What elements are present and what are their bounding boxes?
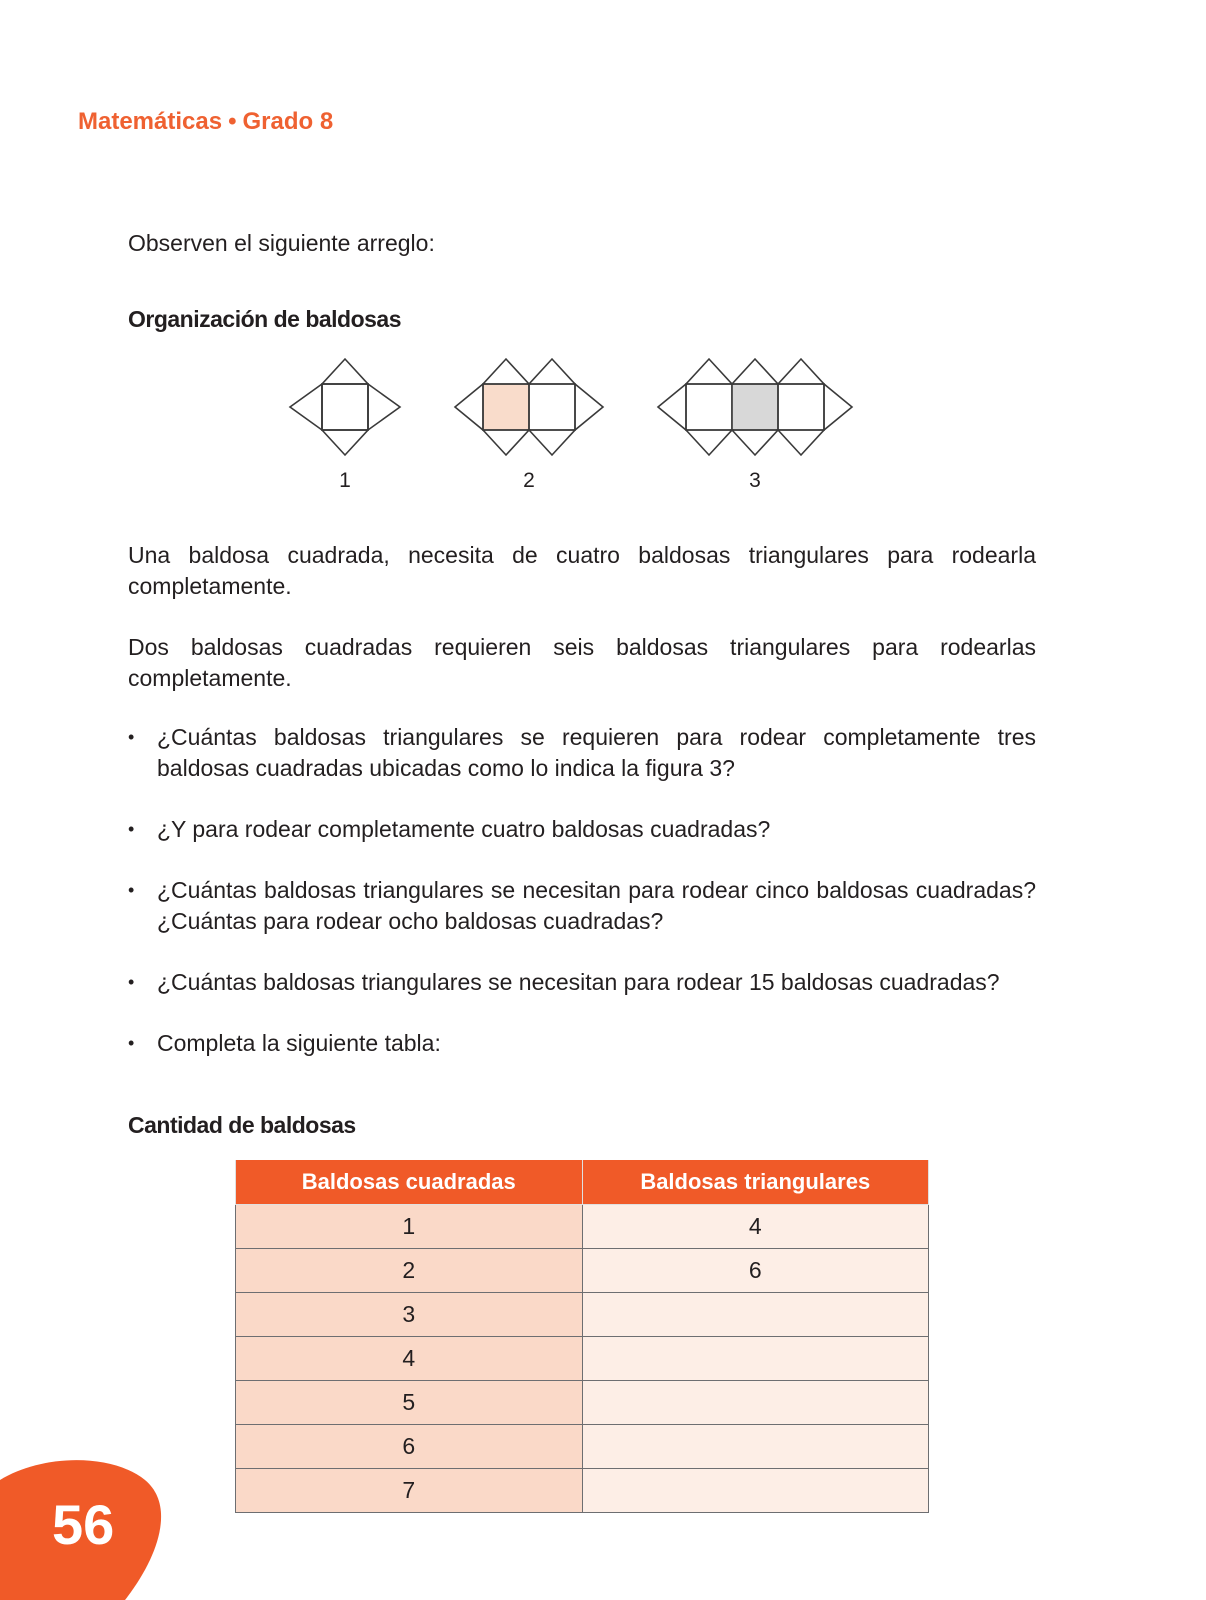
triangle-tile [322,359,368,384]
triangle-tile [658,384,686,430]
question-text: ¿Cuántas baldosas triangulares se necesitan para rodear cinco baldosas cuadradas? ¿Cuántas para rodear ocho baldosas cuadradas? [157,877,1036,934]
tiles-table [235,1160,929,1513]
triangle-tile [529,430,575,455]
cell-square-count: 7 [236,1469,583,1513]
figure-label-1: 1 [339,469,351,492]
figure-label-3: 3 [749,469,761,492]
header-separator: • [228,108,237,135]
triangle-tile [529,359,575,384]
square-tile [686,384,732,430]
bullet-icon: • [128,880,135,900]
cell-triangle-count[interactable] [582,1337,929,1381]
question-text: ¿Y para rodear completamente cuatro baldosas cuadradas? [157,816,771,842]
square-tile-highlighted [483,384,529,430]
figure-3 [658,359,852,455]
cell-triangle-count[interactable] [582,1381,929,1425]
table-row [236,1249,929,1293]
column-header-square: Baldosas cuadradas [236,1160,583,1205]
bullet-icon: • [128,819,135,839]
triangle-tile [575,384,603,430]
table-row [236,1205,929,1249]
triangle-tile [686,430,732,455]
header-grade: Grado 8 [242,108,334,135]
question-item [128,1028,1036,1059]
triangle-tile [732,430,778,455]
question-item [128,875,1036,937]
square-tile [322,384,368,430]
table-header-row [236,1160,929,1205]
cell-square-count: 2 [236,1249,583,1293]
tile-figures [0,355,1206,495]
page-number: 56 [52,1493,115,1556]
triangle-tile [455,384,483,430]
triangle-tile [322,430,368,455]
square-tile [778,384,824,430]
square-tile [529,384,575,430]
triangle-tile [778,359,824,384]
triangle-tile [483,359,529,384]
table-row [236,1425,929,1469]
section-title-cantidad: Cantidad de baldosas [128,1112,356,1138]
bullet-icon: • [128,727,135,747]
cell-triangle-count[interactable] [582,1469,929,1513]
question-item [128,814,1036,845]
cell-triangle-count[interactable] [582,1425,929,1469]
cell-triangle-count[interactable]: 4 [582,1205,929,1249]
cell-square-count: 3 [236,1293,583,1337]
cell-square-count: 1 [236,1205,583,1249]
square-tile-highlighted [732,384,778,430]
paragraph-one-square: Una baldosa cuadrada, necesita de cuatro baldosas triangulares para rodearla completamente. [128,542,1036,599]
figure-2 [455,359,603,455]
question-text: ¿Cuántas baldosas triangulares se requieren para rodear completamente tres baldosas cuadradas ubicadas como lo indica la figura 3? [157,724,1036,781]
column-header-triangular: Baldosas triangulares [582,1160,929,1205]
section-title-organizacion: Organización de baldosas [128,306,402,332]
cell-square-count: 5 [236,1381,583,1425]
figure-1 [290,359,400,455]
table-row [236,1337,929,1381]
triangle-tile [686,359,732,384]
bullet-icon: • [128,1033,135,1053]
question-item [128,722,1036,784]
intro-text: Observen el siguiente arreglo: [128,230,435,256]
table-row [236,1469,929,1513]
triangle-tile [368,384,400,430]
question-item [128,967,1036,998]
cell-triangle-count[interactable] [582,1293,929,1337]
header-subject: Matemáticas [78,108,223,135]
triangle-tile [290,384,322,430]
paragraph-two-squares: Dos baldosas cuadradas requieren seis baldosas triangulares para rodearlas completamente. [128,634,1036,691]
table-row [236,1381,929,1425]
cell-square-count: 6 [236,1425,583,1469]
triangle-tile [483,430,529,455]
question-text: Completa la siguiente tabla: [157,1030,441,1056]
question-text: ¿Cuántas baldosas triangulares se necesitan para rodear 15 baldosas cuadradas? [157,969,1000,995]
triangle-tile [824,384,852,430]
figure-label-2: 2 [523,469,535,492]
cell-square-count: 4 [236,1337,583,1381]
question-list [128,722,1036,1089]
cell-triangle-count[interactable]: 6 [582,1249,929,1293]
triangle-tile [732,359,778,384]
table-row [236,1293,929,1337]
page-header [78,108,333,136]
triangle-tile [778,430,824,455]
bullet-icon: • [128,972,135,992]
